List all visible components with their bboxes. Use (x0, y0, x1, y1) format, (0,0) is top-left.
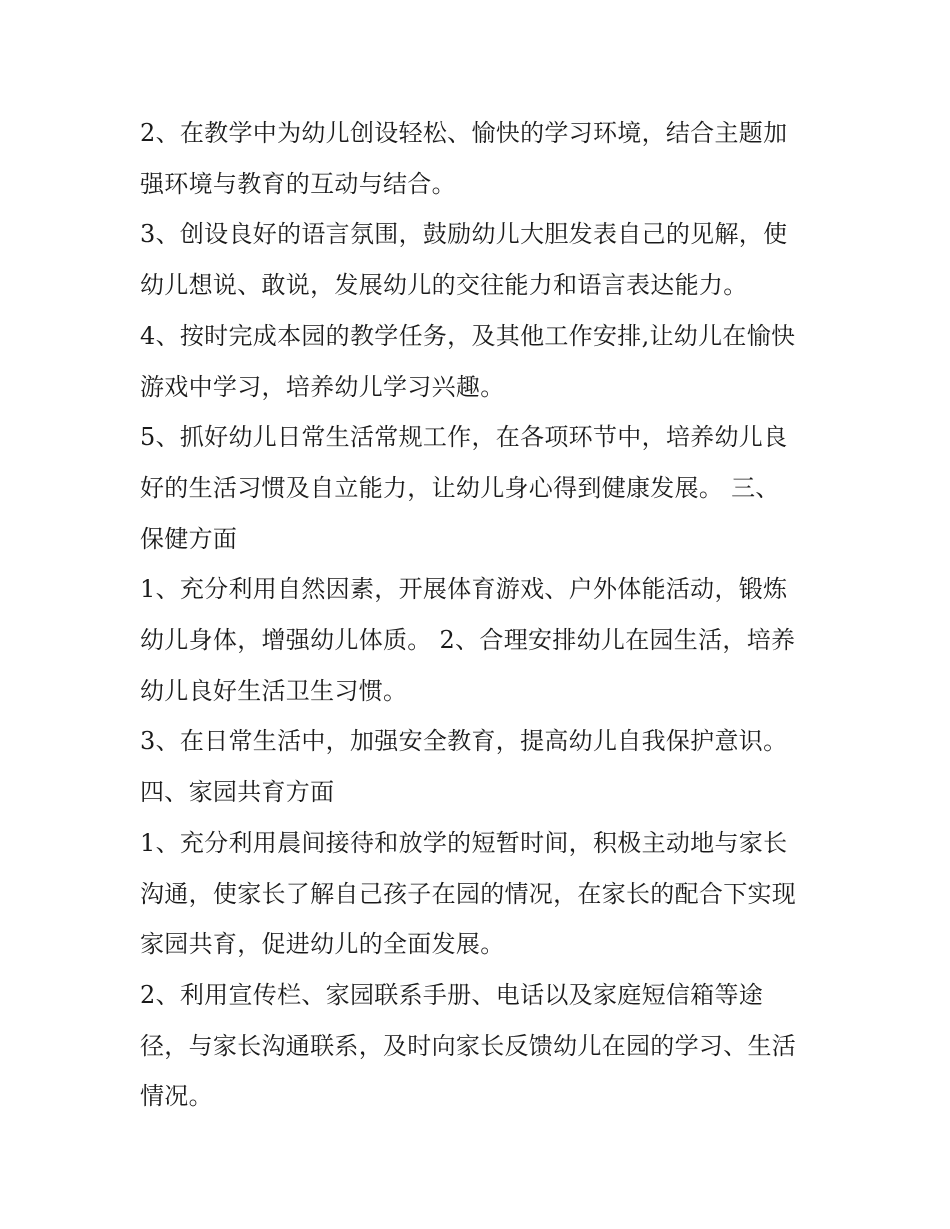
document-body (140, 108, 820, 1122)
text-line: 3、在日常生活中，加强安全教育，提高幼儿自我保护意识。 (140, 727, 788, 756)
text-line: 幼儿良好生活卫生习惯。 (140, 676, 408, 705)
text-line: 情况。 (140, 1082, 213, 1111)
text-line: 家园共育，促进幼儿的全面发展。 (140, 930, 505, 959)
text-line: 幼儿身体，增强幼儿体质。 2、合理安排幼儿在园生活，培养 (140, 626, 796, 655)
section-heading-home-school: 四、家园共育方面 (140, 778, 335, 807)
text-line: 好的生活习惯及自立能力，让幼儿身心得到健康发展。 三、 (140, 473, 780, 502)
text-line: 1、充分利用晨间接待和放学的短暂时间，积极主动地与家长 (140, 828, 788, 857)
text-line: 2、利用宣传栏、家园联系手册、电话以及家庭短信箱等途 (140, 980, 764, 1009)
text-line: 1、充分利用自然因素，开展体育游戏、户外体能活动，锻炼 (140, 575, 788, 604)
text-line: 2、在教学中为幼儿创设轻松、愉快的学习环境，结合主题加 (140, 119, 788, 147)
text-line: 5、抓好幼儿日常生活常规工作，在各项环节中，培养幼儿良 (140, 423, 788, 452)
text-line: 沟通，使家长了解自己孩子在园的情况，在家长的配合下实现 (140, 879, 797, 908)
text-line: 径，与家长沟通联系，及时向家长反馈幼儿在园的学习、生活 (140, 1031, 797, 1060)
section-heading-health: 保健方面 (140, 524, 238, 553)
text-line: 3、创设良好的语言氛围，鼓励幼儿大胆发表自己的见解，使 (140, 220, 788, 249)
text-line: 强环境与教育的互动与结合。 (140, 169, 456, 198)
text-line: 4、按时完成本园的教学任务，及其他工作安排,让幼儿在愉快 (140, 321, 796, 350)
text-line: 幼儿想说、敢说，发展幼儿的交往能力和语言表达能力。 (140, 271, 748, 300)
text-line: 游戏中学习，培养幼儿学习兴趣。 (140, 372, 505, 401)
